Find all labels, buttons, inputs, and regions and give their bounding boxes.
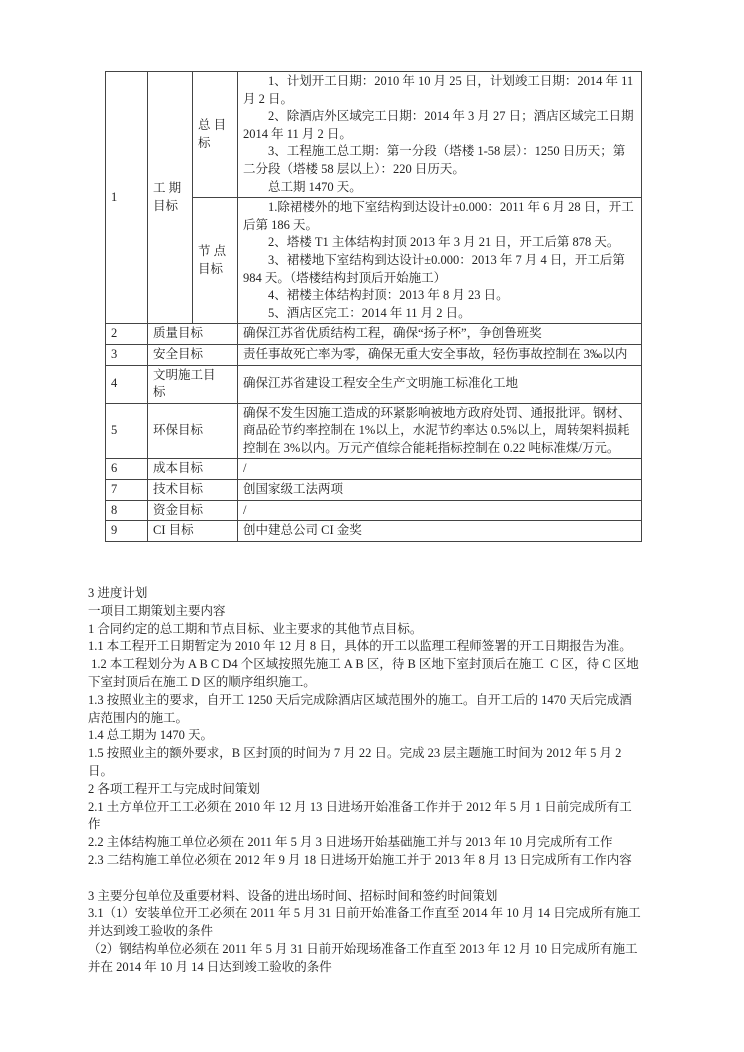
row-number: 1 [106,72,148,324]
table-row [106,480,642,501]
table-row [106,324,642,345]
paragraph: 2.2 主体结构施工单位必须在 2011 年 5 月 3 日进场开始基础施工并与 2013 年 10 月完成所有工作 [88,835,613,850]
row-content: 确保江苏省建设工程安全生产文明施工标准化工地 [238,365,642,403]
row-category: 文明施工目标 [148,365,238,403]
row-number: 9 [106,521,148,542]
table-row [106,403,642,459]
row-content: 确保不发生因施工造成的环紧影响被地方政府处罚、通报批评。钢材、商品砼节约率控制在 1%以上，水泥节约率达 0.5%以上，周转架料损耗控制在 3%以内。万元产值综合能耗指标控制在 0.22 吨标准煤/万元。 [238,403,642,459]
paragraph: 1.5 按照业主的额外要求，B 区封顶的时间为 7 月 22 日。完成 23 层主题施工时间为 2012 年 5 月 2 日。 [88,746,622,778]
overall-goals [238,72,642,198]
milestone-goals [238,198,642,324]
paragraph: （2）钢结构单位必须在 2011 年 5 月 31 日前开始现场准备工作直至 2013 年 12 月 10 日完成所有施工并在 2014 年 10 月 14 日达到竣工验收的条件 [88,941,638,974]
row-category: 工 期 目标 [148,72,193,324]
row-category: 环保目标 [148,403,238,459]
sub-category: 总 目 标 [193,72,238,198]
row-number: 8 [106,500,148,521]
row-number: 2 [106,324,148,345]
schedule-plan-text [88,585,644,977]
paragraph: 3.1（1）安装单位开工必须在 2011 年 5 月 31 日前开始准备工作直至 2014 年 10 月 14 日完成所有施工并达到竣工验收的条件 [88,906,641,939]
goal-line: 1、计划开工日期：2010 年 10 月 25 日，计划竣工日期：2014 年 11 月 2 日。 [243,74,634,106]
sub-category: 节 点 目标 [193,198,238,324]
goal-line: 1.除裙楼外的地下室结构到达设计±0.000：2011 年 6 月 28 日，开工后第 186 天。 [243,200,634,232]
row-category: 资金目标 [148,500,238,521]
paragraph: 2.1 土方单位开工工必须在 2010 年 12 月 13 日进场开始准备工作并于 2012 年 5 月 1 日前完成所有工作 [88,799,632,832]
goal-line: 2、除酒店外区域完工日期：2014 年 3 月 27 日；酒店区域完工日期 2014 年 11 月 2 日。 [243,109,634,141]
row-content: / [238,500,642,521]
section-heading: 3 进度计划 [88,586,148,600]
goal-line: 4、裙楼主体结构封顶：2013 年 8 月 23 日。 [268,288,509,303]
goal-line: 总工期 1470 天。 [268,179,362,194]
paragraph: 1.2 本工程划分为 A B C D4 个区域按照先施工 A B 区，待 B 区地下室封顶后在施工 C 区，待 C 区地下室封顶后在施工 D 区的顺序组织施工。 [88,657,639,689]
table-row [106,459,642,480]
table-row [106,72,642,198]
table-row [106,365,642,403]
paragraph: 1.4 总工期为 1470 天。 [88,728,214,743]
paragraph: 2.3 二结构施工单位必须在 2012 年 9 月 18 日进场开始施工并于 2013 年 8 月 13 日完成所有工作内容 [88,852,632,867]
subsection-heading: 2 各项工程开工与完成时间策划 [88,781,260,796]
row-number: 7 [106,480,148,501]
table-row [106,344,642,365]
paragraph: 1.3 按照业主的要求，自开工 1250 天后完成除酒店区域范围外的施工。自开工后的 1470 天后完成酒店范围内的施工。 [88,692,632,725]
row-number: 3 [106,344,148,365]
subsection-heading: 3 主要分包单位及重要材料、设备的进出场时间、招标时间和签约时间策划 [88,888,498,903]
row-number: 5 [106,403,148,459]
row-category: CI 目标 [148,521,238,542]
row-number: 4 [106,365,148,403]
subsection-heading: 一项目工期策划主要内容 [88,603,226,618]
paragraph: 1 合同约定的总工期和节点目标、业主要求的其他节点目标。 [88,621,423,636]
row-category: 质量目标 [148,324,238,345]
row-content: 责任事故死亡率为零，确保无重大安全事故，轻伤事故控制在 3‰以内 [238,344,642,365]
goal-line: 3、工程施工总工期：第一分段（塔楼 1-58 层）：1250 日历天；第二分段（塔楼 58 层以上）：220 日历天。 [243,144,626,176]
row-category: 安全目标 [148,344,238,365]
row-content: 创中建总公司 CI 金奖 [238,521,642,542]
goals-table [105,71,642,542]
goal-line: 3、裙楼地下室结构到达设计±0.000：2013 年 7 月 4 日，开工后第 984 天。（塔楼结构封顶后开始施工） [243,252,625,285]
row-number: 6 [106,459,148,480]
row-category: 技术目标 [148,480,238,501]
table-row [106,521,642,542]
row-content: 创国家级工法两项 [238,480,642,501]
row-content: / [238,459,642,480]
table-row [106,500,642,521]
blank-line [88,870,644,888]
goal-line: 2、塔楼 T1 主体结构封顶 2013 年 3 月 21 日，开工后第 878 天。 [268,235,620,250]
row-category: 成本目标 [148,459,238,480]
row-content: 确保江苏省优质结构工程，确保“扬子杯”，争创鲁班奖 [238,324,642,345]
goal-line: 5、酒店区完工：2014 年 11 月 2 日。 [268,305,471,320]
paragraph: 1.1 本工程开工日期暂定为 2010 年 12 月 8 日，具体的开工以监理工程师签署的开工日期报告为准。 [88,639,632,654]
